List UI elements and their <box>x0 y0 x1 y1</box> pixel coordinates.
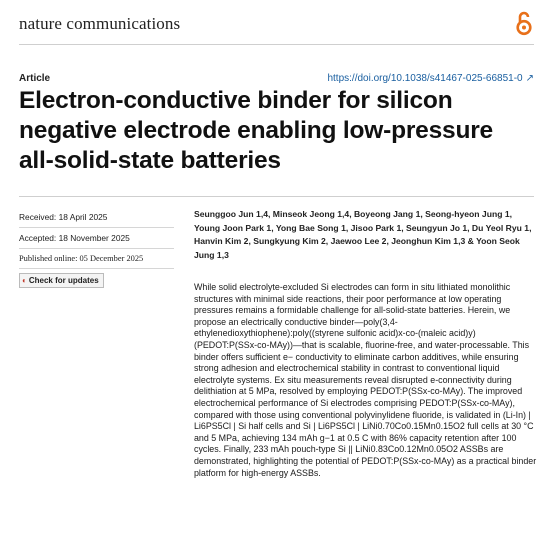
check-for-updates-button[interactable] <box>19 273 104 288</box>
author-list: Seunggoo Jun 1,4, Minseok Jeong 1,4, Boyeong Jang 1, Seong-hyeon Jung 1, Young Joon Park 1, Yong Bae Song 1, Jisoo Park 1, Seungyun Jo 1, Du Yeol Ryu 1, Hanvin Kim 2, Sungkyung Kim 2, Jaewoo Lee 2, Jeonghun Kim 1,3 & Yoon Seok Jung 1,3 <box>194 209 532 260</box>
title-rule <box>19 196 534 197</box>
article-dates <box>19 207 174 288</box>
check-for-updates-icon: ◐ <box>22 276 27 285</box>
header-rule <box>19 44 534 45</box>
abstract-text: While solid electrolyte-excluded Si electrodes can form in situ lithiated monolithic structures with minimal side reactions, their poor performance at low operating pressures remains a formidable challenge for all-solid-state batteries. Herein, we propose an electrically conductive binder—poly(3,4-ethylenedioxythiophene):poly((styrene sulfonic acid)x-co-(maleic acid)y) (PEDOT:P(SSx-co-MAy))—that is scalable, fluorine-free, and water-processable. This binder offers sufficient e− conductivity to eliminate carbon additives, while ensuring strong adhesion and electrochemical stability in contrast to conventional liquid electrolyte systems. Ex situ measurements reveal disrupted e-connectivity during delithiation at 5 MPa, resolved by employing PEDOT:P(SSx-co-MAy). The improved electrochemical performance of Si electrodes comprising PEDOT:P(SSx-co-MAy), compared with those using conventional polyvinylidene fluoride, is validated in (Li-In) | Li6PS5Cl | Si half cells and Si | Li6PS5Cl | LiNi0.70Co0.15Mn0.15O2 full cells at 30 °C and 5 MPa, achieving 134 mAh g−1 at 0.5 C with 86% capacity retention after 100 cycles. Finally, 233 mAh pouch-type Si || LiNi0.83Co0.12Mn0.05O2 ASSBs are demonstrated, highlighting the potential of PEDOT:P(SSx-co-MAy) as a practical binder platform for high-energy ASSBs. <box>194 282 537 478</box>
received-date: Received: 18 April 2025 <box>19 207 174 228</box>
external-link-icon: ↗ <box>525 73 534 84</box>
article-title: Electron-conductive binder for silicon negative electrode enabling low-pressure all-solid-state batteries <box>19 87 493 174</box>
doi-link-text[interactable]: https://doi.org/10.1038/s41467-025-66851-0 <box>327 73 523 84</box>
open-access-icon <box>515 10 533 36</box>
accepted-date: Accepted: 18 November 2025 <box>19 228 174 249</box>
check-for-updates-label: Check for updates <box>28 276 99 285</box>
doi-link[interactable] <box>327 73 534 84</box>
published-date: Published online: 05 December 2025 <box>19 249 174 269</box>
article-type-label: Article <box>19 73 51 84</box>
journal-name[interactable]: nature communications <box>19 14 181 33</box>
